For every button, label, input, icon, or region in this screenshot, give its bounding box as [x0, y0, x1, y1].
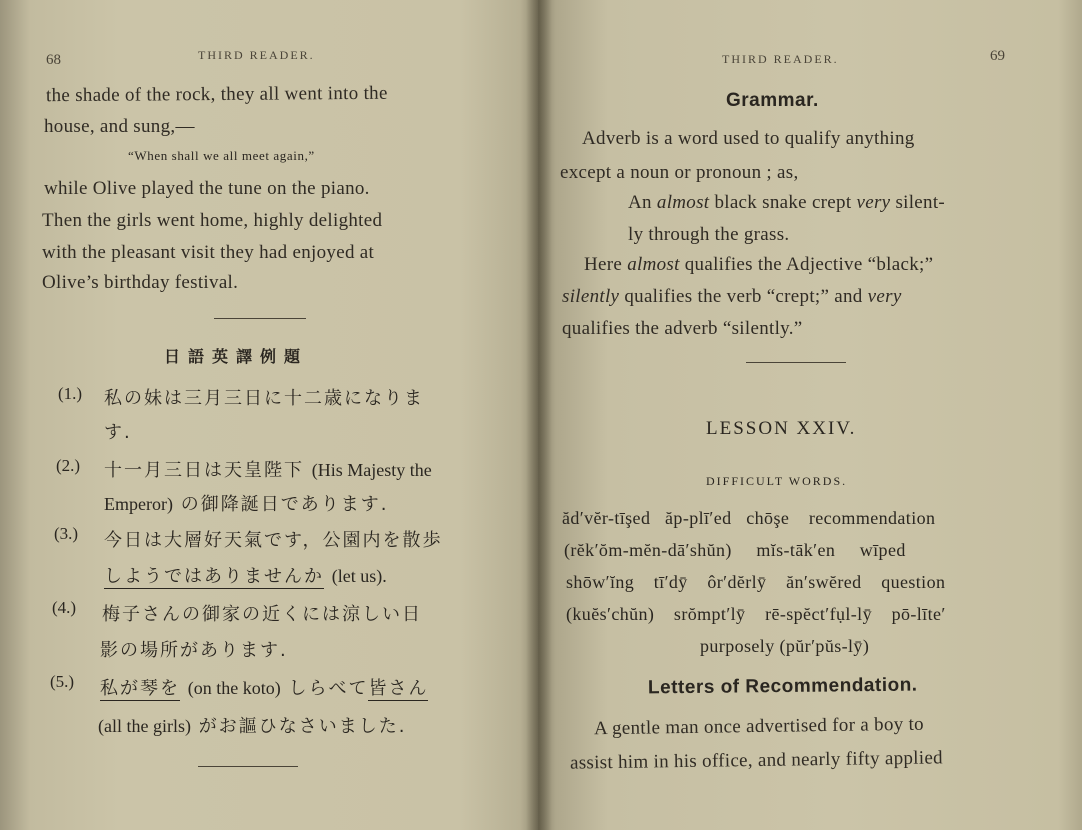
- exercise-number: (1.): [58, 384, 83, 403]
- text-line: Then the girls went home, highly delighted: [42, 210, 383, 231]
- exercise-en: (let us).: [331, 566, 387, 586]
- exercise-jp: しらべて: [288, 678, 369, 699]
- word-row: [700, 636, 869, 657]
- vocab-word: ăn′swĕred: [786, 572, 862, 592]
- vocab-word: ăd′vĕr-tīşed: [562, 508, 651, 528]
- vocab-word: chōşe: [746, 508, 790, 528]
- vocab-word: srŏmpt′lȳ: [673, 604, 746, 624]
- lesson-title: LESSON XXIV.: [706, 418, 857, 439]
- vocab-word: tī′dȳ: [653, 572, 688, 592]
- letters-title: Letters of Recommendation.: [647, 674, 918, 699]
- right-page: [538, 0, 1082, 830]
- vocab-word: (kuĕs′chŭn): [566, 604, 655, 624]
- exercise-text: [104, 562, 387, 588]
- word-row: [564, 540, 906, 561]
- vocab-word: mĭs-tāk′en: [756, 540, 836, 560]
- vocab-word: ăp-plī′ed: [665, 508, 732, 528]
- exercise-number: (4.): [52, 598, 77, 617]
- grammar-italic: almost: [656, 192, 710, 213]
- exercise-en: (His Majesty the: [311, 460, 432, 480]
- text-line: assist him in his office, and nearly fifty applied: [569, 747, 944, 774]
- left-page: [0, 0, 538, 830]
- exercise-jp: 十一月三日は天皇陛下: [104, 460, 304, 481]
- vocab-word: rē-spĕct′fụl-lȳ: [765, 604, 872, 624]
- grammar-line: qualifies the adverb “silently.”: [562, 318, 803, 339]
- grammar-line: Adverb is a word used to qualify anything: [582, 128, 915, 149]
- exercise-underlined: 皆さん: [368, 678, 429, 699]
- exercise-text: [100, 674, 428, 700]
- grammar-text: black snake crept: [714, 192, 852, 213]
- exercise-text: 今日は大層好天氣です，公園内を散歩: [104, 530, 443, 551]
- grammar-text: An: [628, 192, 652, 213]
- vocab-word: recommendation: [808, 508, 936, 528]
- exercise-number: (2.): [56, 456, 81, 475]
- grammar-text: Here: [584, 254, 623, 275]
- running-head: THIRD READER.: [198, 48, 315, 62]
- exercise-text: [104, 490, 388, 516]
- grammar-italic: silently: [562, 286, 620, 307]
- page-number: 69: [990, 48, 1005, 64]
- section-divider: [746, 362, 846, 363]
- grammar-title: Grammar.: [726, 90, 819, 111]
- vocab-word: question: [881, 572, 946, 592]
- grammar-line: [584, 254, 933, 276]
- exercise-jp: がお謳ひなさいました.: [198, 716, 407, 737]
- text-line: Olive’s birthday festival.: [42, 272, 239, 293]
- grammar-text: silent-: [895, 192, 946, 213]
- grammar-italic: very: [867, 286, 902, 307]
- exercise-text: 梅子さんの御家の近くには涼しい日: [102, 604, 422, 625]
- running-head: THIRD READER.: [722, 52, 839, 66]
- vocab-word: pō-līte′: [891, 604, 946, 624]
- word-row: [566, 604, 946, 625]
- grammar-text: qualifies the Adjective “black;”: [684, 254, 934, 275]
- word-row: [562, 508, 935, 529]
- exercise-en: Emperor): [104, 494, 173, 514]
- vocab-word: wīped: [859, 540, 906, 560]
- grammar-line: except a noun or pronoun ; as,: [560, 162, 799, 183]
- grammar-italic: almost: [627, 254, 680, 275]
- quoted-song: “When shall we all meet again,”: [128, 148, 315, 163]
- exercise-number: (3.): [54, 524, 79, 543]
- grammar-text: qualifies the verb “crept;” and: [624, 286, 863, 307]
- grammar-line: ly through the grass.: [628, 224, 790, 245]
- text-line: A gentle man once advertised for a boy to: [593, 713, 925, 740]
- exercise-heading: 日語英譯例題: [164, 347, 309, 366]
- exercise-text: 影の場所があります.: [100, 640, 288, 661]
- book-gutter: [526, 0, 552, 830]
- exercise-number: (5.): [50, 672, 75, 691]
- exercise-text: [98, 712, 406, 738]
- exercise-en: (on the koto): [187, 678, 281, 698]
- vocab-word: (rĕk′ŏm-mĕn-dā′shŭn): [564, 540, 732, 560]
- grammar-line: [628, 192, 945, 214]
- text-line: the shade of the rock, they all went into the: [45, 82, 388, 107]
- page-number: 68: [46, 52, 61, 68]
- grammar-line: [562, 286, 902, 308]
- exercise-jp: の御降誕日であります.: [180, 494, 389, 515]
- exercise-text: [104, 456, 432, 482]
- section-divider: [198, 766, 298, 767]
- exercise-text: す.: [104, 422, 132, 443]
- exercise-underlined: 私が琴を: [100, 678, 180, 699]
- exercise-underlined: しようではありませんか: [104, 566, 324, 587]
- word-row: [566, 572, 945, 593]
- vocab-word: purposely (pŭr′pŭs-lȳ): [700, 636, 870, 656]
- grammar-italic: very: [856, 192, 891, 213]
- vocab-word: shōw′ĭng: [566, 572, 635, 592]
- vocab-word: ôr′dĕrlȳ: [707, 572, 767, 592]
- difficult-words-label: DIFFICULT WORDS.: [706, 474, 848, 488]
- exercise-en: (all the girls): [98, 716, 191, 736]
- text-line: house, and sung,—: [44, 116, 195, 137]
- text-line: with the pleasant visit they had enjoyed at: [42, 242, 375, 263]
- exercise-text: 私の妹は三月三日に十二歳になりま: [104, 388, 424, 409]
- text-line: while Olive played the tune on the piano.: [44, 178, 370, 199]
- section-divider: [214, 318, 306, 319]
